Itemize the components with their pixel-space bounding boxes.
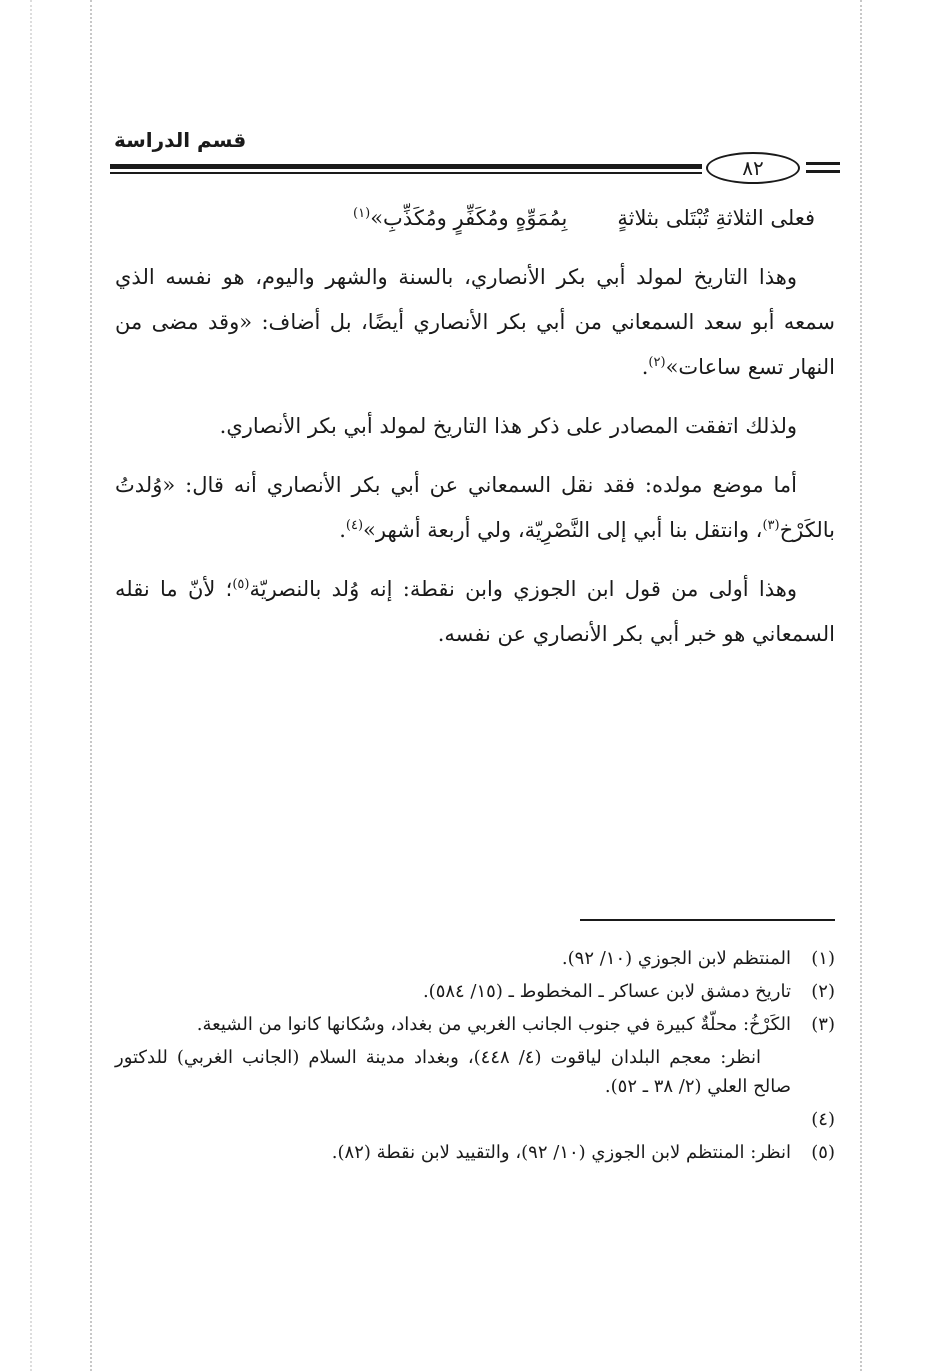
paragraph-2-text: ولذلك اتفقت المصادر على ذكر هذا التاريخ لمولد أبي بكر الأنصاري. bbox=[219, 414, 797, 438]
main-text bbox=[115, 196, 835, 671]
footnote-number: (٤) bbox=[811, 1109, 835, 1130]
scan-edge-right bbox=[860, 0, 862, 1371]
scan-edge-far-left bbox=[30, 0, 32, 1371]
footnote-1 bbox=[115, 944, 835, 973]
footnote-ref[interactable]: (٤) bbox=[345, 518, 364, 533]
footnote-number: (٥) bbox=[811, 1142, 835, 1163]
footnote-text: المنتظم لابن الجوزي (١٠/ ٩٢). bbox=[561, 948, 791, 969]
footnote-ref[interactable]: (٢) bbox=[648, 355, 666, 370]
footnote-3-continued: انظر: معجم البلدان لياقوت (٤/ ٤٤٨)، وبغداد مدينة السلام (الجانب الغربي) للدكتور صالح العلي (٢/ ٣٨ ـ ٥٢). bbox=[115, 1047, 791, 1097]
footnote-ref[interactable]: (٣) bbox=[762, 518, 780, 533]
paragraph-2 bbox=[115, 404, 835, 449]
paragraph-3-text-b: ، وانتقل بنا أبي إلى النَّصْرِيّة، ولي أربعة أشهر» bbox=[363, 518, 763, 542]
footnotes bbox=[115, 944, 835, 1171]
footnote-4 bbox=[115, 1105, 835, 1134]
footnote-5 bbox=[115, 1138, 835, 1167]
page-header bbox=[110, 120, 840, 190]
footnote-separator bbox=[580, 919, 835, 921]
header-tail-line bbox=[806, 162, 840, 165]
footnote-2 bbox=[115, 977, 835, 1006]
footnote-ref[interactable]: (١) bbox=[353, 206, 371, 221]
paragraph-3 bbox=[115, 463, 835, 553]
verse-hemistich-2-text: بِمُمَوِّهٍ ومُكَفِّرٍ ومُكَذِّبِ» bbox=[370, 206, 568, 230]
footnote-number: (٢) bbox=[811, 981, 835, 1002]
section-title: قسم الدراسة bbox=[114, 128, 247, 152]
paragraph-4 bbox=[115, 567, 835, 657]
header-rule-thick bbox=[110, 164, 702, 169]
footnote-number: (١) bbox=[811, 948, 835, 969]
footnote-number: (٣) bbox=[811, 1014, 835, 1035]
footnote-text bbox=[115, 1105, 791, 1134]
paragraph-3-end: . bbox=[339, 518, 346, 542]
header-rule-thin bbox=[110, 172, 702, 174]
paragraph-3-text-a: أما موضع مولده: فقد نقل السمعاني عن أبي بكر الأنصاري أنه قال: «وُلدتُ بالكَرْخ bbox=[115, 473, 835, 542]
footnote-text: تاريخ دمشق لابن عساكر ـ المخطوط ـ (١٥/ ٥٨٤). bbox=[422, 981, 791, 1002]
header-tail-line bbox=[806, 170, 840, 173]
paragraph-4-text-b: ؛ لأنّ ما نقله السمعاني هو خبر أبي بكر الأنصاري عن نفسه. bbox=[115, 577, 835, 646]
verse-line bbox=[115, 196, 815, 241]
verse-hemistich-2 bbox=[353, 196, 567, 241]
paragraph-1-end: . bbox=[641, 355, 649, 379]
footnote-ref[interactable]: (٥) bbox=[232, 577, 250, 592]
footnote-text: الكَرْخُ: محلّةٌ كبيرة في جنوب الجانب الغربي من بغداد، وسُكانها كانوا من الشيعة. bbox=[196, 1014, 791, 1035]
page-number: ٨٢ bbox=[706, 152, 800, 184]
paragraph-1-text: وهذا التاريخ لمولد أبي بكر الأنصاري، بالسنة والشهر واليوم، هو نفسه الذي سمعه أبو سعد السمعاني من أبي بكر الأنصاري أيضًا، بل أضاف: «وقد مضى من النهار تسع ساعات» bbox=[115, 265, 835, 379]
scan-edge-left bbox=[90, 0, 92, 1371]
footnote-3 bbox=[115, 1010, 835, 1039]
footnote-text: انظر: المنتظم لابن الجوزي (١٠/ ٩٢)، والتقييد لابن نقطة (٨٢). bbox=[331, 1142, 791, 1163]
paragraph-1 bbox=[115, 255, 835, 390]
verse-hemistich-1: فعلى الثلاثةِ تُبْتَلى بثلاثةٍ bbox=[617, 206, 815, 230]
paragraph-4-text-a: وهذا أولى من قول ابن الجوزي وابن نقطة: إنه وُلد بالنصريّة bbox=[249, 577, 797, 601]
